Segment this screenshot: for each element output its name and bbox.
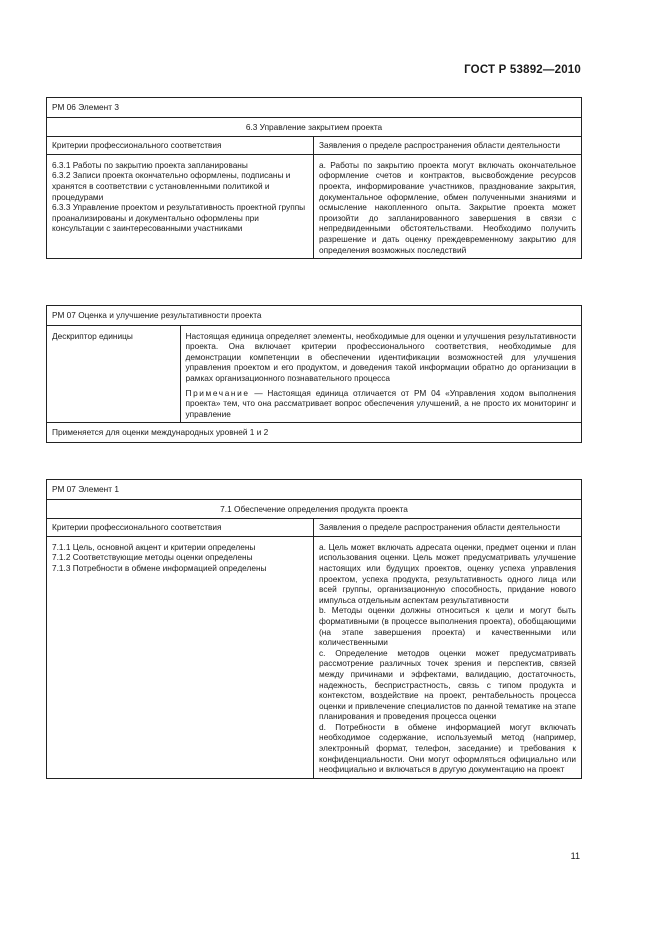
descriptor-row — [47, 325, 581, 423]
descriptor-label: Дескриптор единицы — [47, 326, 181, 423]
page-number: 11 — [570, 851, 580, 861]
column-header-statements: Заявления о пределе распространения области деятельности — [319, 140, 560, 151]
statement-item: а. Цель может включать адресата оценки, предмет оценки и план использования оценки. Цель может предусматривать улучшение настоящих или будущих проектов, оценку успеха управления проектом, успеха продукта, результативность одного лица или всей группы, организационную способность, придание нового импульса отдельным аспектам результативности — [319, 541, 576, 605]
table-subtitle-row — [47, 499, 581, 519]
statement-item: с. Определение методов оценки может предусматривать рассмотрение различных точек зрения и перспектив, связей между причинами и эффектами, валидацию, достаточность, надежность, беспристрастность, связь с типом продукта и контекстом, воздействие на проект, рентабельность процесса оценки и привлечение специалистов по данной тематике на этапе планирования и проведения процесса оценки — [319, 647, 576, 722]
column-header-statements: Заявления о пределе распространения области деятельности — [319, 522, 560, 533]
table-subtitle-row — [47, 117, 581, 137]
criteria-item: 6.3.3 Управление проектом и результативность проектной группы проанализированы и документально оформлены при консультации с заинтересованными участниками — [52, 202, 306, 234]
criteria-item: 6.3.1 Работы по закрытию проекта запланированы — [52, 159, 248, 170]
note-text: — Настоящая единица отличается от РМ 04 «Управления ходом выполнения проекта» тем, что она рассматривает вопрос обеспечения улучшений, а не просто их мониторинг и управление — [185, 387, 576, 419]
table-title: РМ 07 Элемент 1 — [52, 484, 119, 494]
applies-row — [47, 422, 581, 442]
note — [186, 388, 576, 420]
criteria-list — [47, 537, 314, 778]
column-header-criteria: Критерии профессионального соответствия — [47, 519, 314, 536]
statement-item: b. Методы оценки должны относиться к цели и могут быть формативными (в процессе выполнения проекта), обобщающими (на этапе завершения проекта) и качественными или количественными — [319, 605, 576, 648]
table-title: РМ 07 Оценка и улучшение результативности проекта — [52, 310, 262, 320]
table-title-row — [47, 306, 581, 325]
statement-item: d. Потребности в обмене информацией могут включать необходимое содержание, используемый метод (например, электронный формат, телефон, заседание) и требования к конфиденциальности. Они могут оформляться официально или неофициально и включаться в другую документацию на проект — [319, 721, 576, 775]
statement-text: а. Работы по закрытию проекта могут включать окончательное оформление счетов и контрактов, высвобождение ресурсов проекта, информирование участников, празднование закрытия, документальное оформление, обмен полученными знаниями и осмысление накопленного опыта. Закрытие проекта может произойти до запланированного завершения в связи с непредвиденными обстоятельствами. Необходимо получить разрешение и дать оценку преждевременному закрытию для определения возможных последствий — [319, 159, 576, 255]
criteria-item: 7.1.3 Потребности в обмене информацией определены — [52, 562, 267, 573]
table-title-row — [47, 98, 581, 117]
criteria-item: 7.1.2 Соответствующие методы оценки определены — [52, 552, 253, 563]
table-pm07-element1 — [46, 479, 582, 779]
descriptor-text: Настоящая единица определяет элементы, необходимые для оценки и улучшения результативности проекта. Она включает критерии профессионального соответствия, необходимые для демонстрации компетенции в обеспечении идентификации возможностей для улучшения управления проектом и его продуктом, и доведения такой информации обратно до организации в рамках организационного познавательного процесса — [185, 330, 576, 383]
statements-list — [314, 537, 581, 778]
document-code: ГОСТ Р 53892—2010 — [464, 64, 581, 76]
column-header-row — [47, 136, 581, 154]
column-header-criteria: Критерии профессионального соответствия — [47, 137, 314, 154]
table-subtitle: 7.1 Обеспечение определения продукта проекта — [220, 503, 408, 514]
applies-text: Применяется для оценки международных уровней 1 и 2 — [52, 427, 269, 438]
criteria-item: 7.1.1 Цель, основной акцент и критерии определены — [52, 541, 256, 552]
table-title-row — [47, 480, 581, 499]
note-prefix: Примечание — [185, 387, 250, 398]
descriptor-content — [181, 326, 581, 423]
table-subtitle: 6.3 Управление закрытием проекта — [245, 121, 383, 132]
table-pm07-description — [46, 305, 582, 443]
table-pm06-element3 — [46, 97, 582, 259]
table-title: РМ 06 Элемент 3 — [52, 102, 119, 112]
criteria-list — [47, 155, 314, 258]
content-row — [47, 154, 581, 258]
content-row — [47, 536, 581, 778]
column-header-row — [47, 518, 581, 536]
criteria-item: 6.3.2 Записи проекта окончательно оформлены, подписаны и хранятся в соответствии с установленными политикой и процедурами — [52, 170, 291, 202]
